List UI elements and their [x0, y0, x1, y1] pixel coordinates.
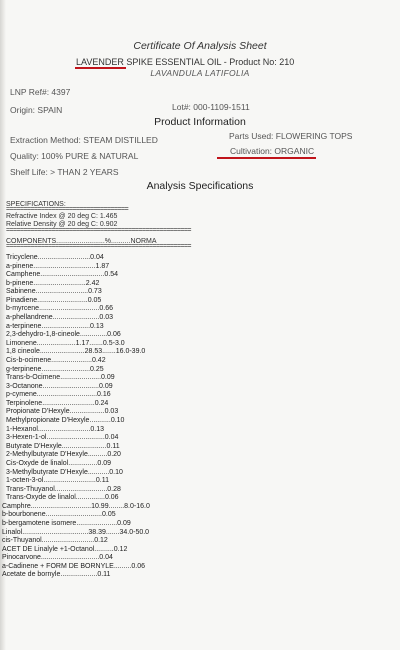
component-row: Camphre...............................10.99........8.0-16.0	[2, 502, 150, 510]
component-row: a-pinene................................1.87	[6, 262, 110, 270]
origin: Origin: SPAIN	[10, 105, 63, 115]
component-row: Limonene....................1.17.......0.5-3.0	[6, 339, 125, 347]
component-row: Linalol..................................38.39.......34.0-50.0	[2, 528, 150, 536]
component-row: b-myrcene...............................0.66	[6, 305, 113, 313]
extraction-method: Extraction Method: STEAM DISTILLED	[10, 135, 158, 145]
cultivation: Cultivation: ORGANIC	[230, 146, 315, 156]
component-row: 1-Hexanol...........................0.13	[6, 425, 105, 433]
latin-name: LAVANDULA LATIFOLIA	[150, 68, 250, 78]
component-row: Trans-b-Ocimene.....................0.09	[6, 374, 115, 382]
component-row: Sabinene...........................0.73	[6, 288, 102, 296]
component-row: Methylpropionate D'Hexyle...........0.10	[6, 417, 125, 425]
component-row: g-terpinene.........................0.25	[6, 365, 104, 373]
product-information-heading: Product Information	[154, 116, 246, 128]
component-row: b-bergamotene isomere.....................0.09	[2, 519, 131, 527]
relative-density: Relative Density @ 20 deg C: 0.902	[6, 221, 118, 228]
component-row: ACET DE Linalyle +1-Octanol..........0.12	[2, 545, 128, 553]
component-row: Propionate D'Hexyle..................0.03	[6, 408, 119, 416]
parts-used: Parts Used: FLOWERING TOPS	[229, 131, 353, 141]
component-row: 3-Hexen-1-ol..............................0.04	[6, 434, 119, 442]
component-row: Pinocarvone..............................0.04	[2, 554, 113, 562]
quality: Quality: 100% PURE & NATURAL	[10, 151, 139, 161]
separator-long-2: =====================================================	[6, 243, 191, 250]
component-row: Tricyclene...........................0.04	[6, 254, 104, 261]
component-row: b-pinene...........................2.42	[6, 279, 100, 287]
analysis-heading: Analysis Specifications	[146, 180, 254, 192]
component-row: 1,8 cineole.......................28.53.......16.0-39.0	[6, 348, 146, 356]
component-row: 3-Methylbutyrate D'Hexyle...........0.10	[6, 468, 123, 476]
cultivation-underline	[217, 157, 316, 159]
component-row: Terpinolene...........................0.24	[6, 399, 109, 407]
component-row: a-phellandrene........................0.03	[6, 314, 114, 322]
component-row: b-bourbonene.............................0.05	[2, 511, 116, 519]
component-row: Trans-Oxyde de linalol...............0.06	[6, 494, 119, 502]
component-row: p-cymene...............................0.16	[6, 391, 111, 399]
component-row: a-Cadinene + FORM DE BORNYLE.........0.06	[2, 562, 145, 570]
component-row: 1-octen-3-ol...........................0.11	[6, 477, 109, 485]
component-row: Butyrate D'Hexyle.......................0.11	[6, 442, 120, 450]
product-line: LAVENDER SPIKE ESSENTIAL OIL - Product No: 210	[76, 57, 295, 67]
separator-long: =====================================================	[6, 227, 191, 234]
component-row: 2,3-dehydro-1,8-cineole..............0.06	[6, 331, 121, 339]
specifications-label: SPECIFICATIONS:	[6, 201, 66, 208]
shelf-life: Shelf Life: > THAN 2 YEARS	[10, 167, 119, 177]
component-row: Acetate de bornyle...................0.11	[2, 571, 111, 579]
document-title: Certificate Of Analysis Sheet	[133, 40, 267, 52]
components-header: COMPONENTS.........................%..........NORMA	[6, 238, 157, 245]
component-row: Cis-b-ocimene.....................0.42	[6, 356, 106, 364]
lnp-ref: LNP Ref#: 4397	[10, 87, 71, 97]
component-row: Trans-Thuyanol...........................0.28	[6, 485, 121, 493]
component-row: Cis-Oxyde de linalol...............0.09	[6, 459, 112, 467]
lot-number: Lot#: 000-1109-1511	[172, 102, 250, 112]
component-row: a-terpinene.........................0.13	[6, 322, 104, 330]
refractive-index: Refractive Index @ 20 deg C: 1.465	[6, 213, 118, 220]
component-row: 2-Methylbutyrate D'Hexyle..........0.20	[6, 451, 121, 459]
component-row: cis-Thuyanol...........................0.12	[2, 537, 108, 545]
component-row: Camphene.................................0.54	[6, 271, 119, 279]
component-row: Pinadiene..........................0.05	[6, 296, 102, 304]
component-row: 3-Octanone.............................0.09	[6, 382, 113, 390]
separator-short: ===================================	[6, 206, 129, 213]
